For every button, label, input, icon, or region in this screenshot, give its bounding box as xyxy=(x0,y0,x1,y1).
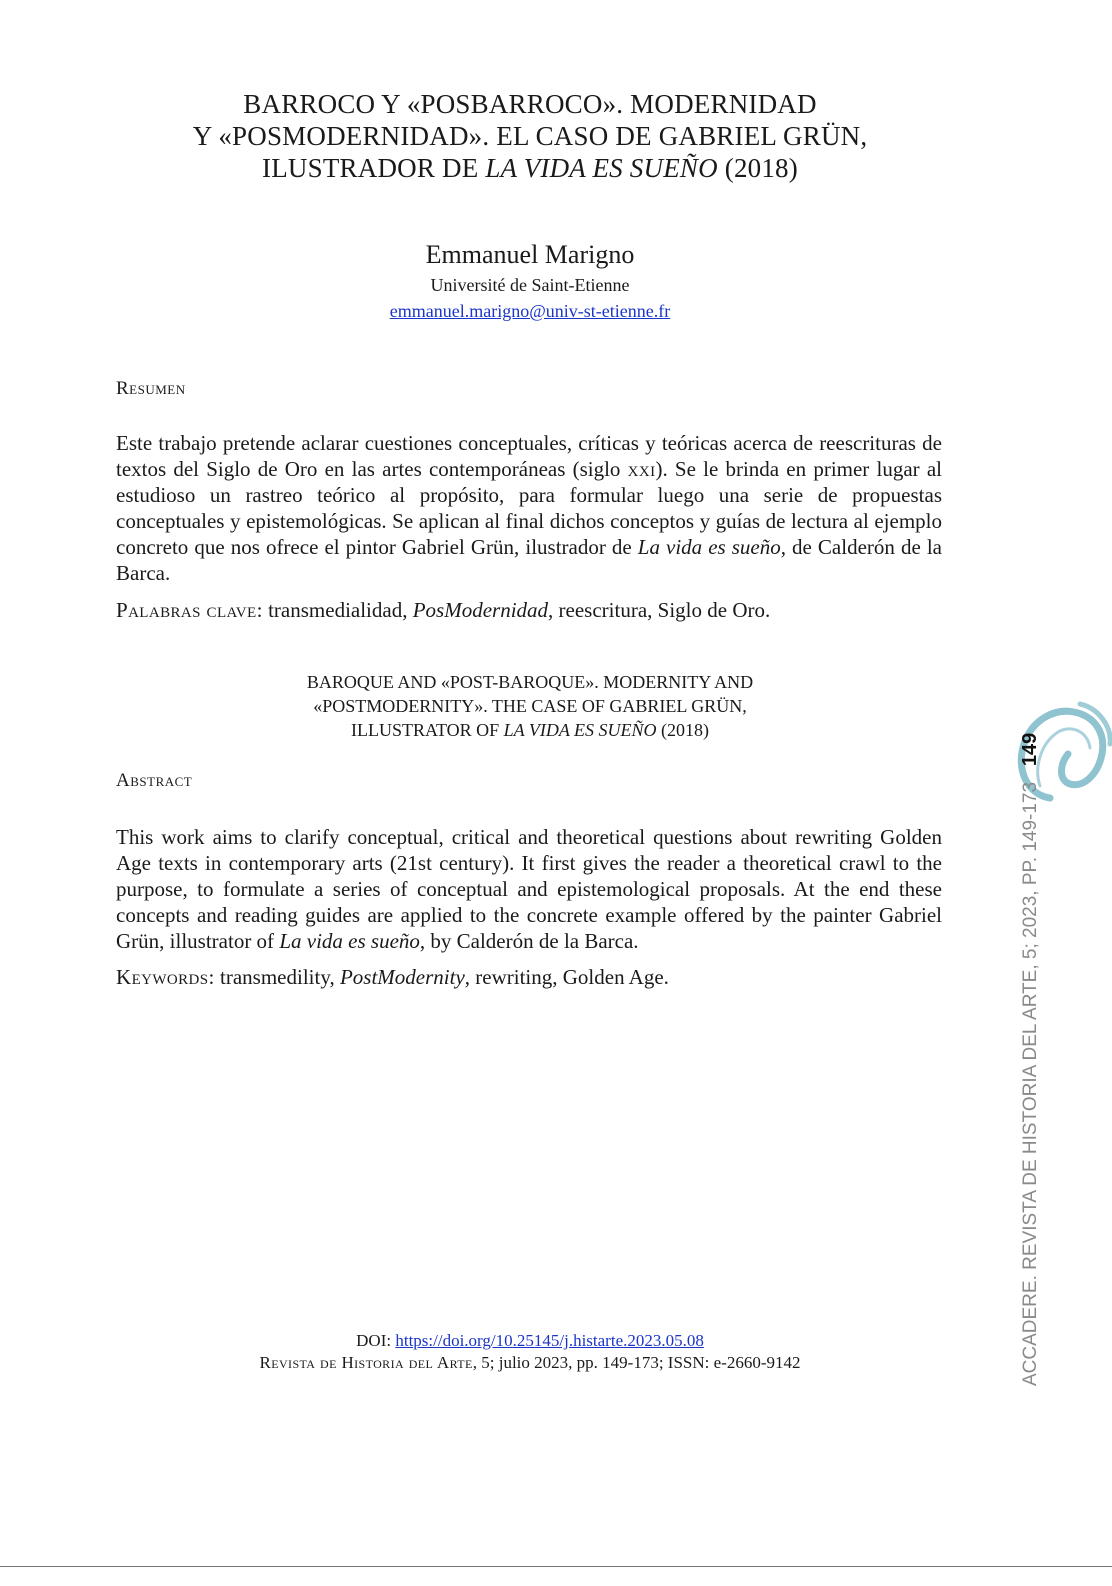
running-header-text: ACCADERE. REVISTA DE HISTORIA DEL ARTE, 5; 2023, PP. 149-173 xyxy=(1020,781,1041,1386)
abstract-heading: Abstract xyxy=(116,770,193,791)
resumen-keywords-label: Palabras clave: xyxy=(116,598,263,622)
abstract-keywords-label: Keywords: xyxy=(116,965,215,989)
page-number: 149 xyxy=(1019,732,1041,767)
abstract-keywords-italic: PostModernity xyxy=(339,965,465,989)
resumen-work-name: La vida es sueño xyxy=(637,535,781,559)
author-name: Emmanuel Marigno xyxy=(425,240,635,269)
resumen-century: xxi xyxy=(627,457,656,481)
title-work-name: LA VIDA ES SUEÑO xyxy=(485,153,718,183)
abstract-work-name: La vida es sueño xyxy=(279,929,420,953)
footer xyxy=(116,1330,944,1374)
resumen-text-part-1: Este trabajo pretende aclarar cuestiones conceptuales, críticas y teóricas acerca de reescrituras de textos del Siglo de Oro en las artes contemporáneas (siglo xyxy=(116,431,942,481)
english-title-line-1: BAROQUE AND «POST-BAROQUE». MODERNITY AND xyxy=(306,672,754,692)
resumen-heading: Resumen xyxy=(116,378,186,399)
resumen-text-part-3: , de Calderón de la Barca. xyxy=(116,535,942,585)
doi-link[interactable]: https://doi.org/10.25145/j.histarte.2023.05.08 xyxy=(395,1331,704,1350)
title-line-3 xyxy=(116,152,944,184)
resumen-text xyxy=(116,430,942,586)
resumen-keywords-italic: PosModernidad xyxy=(412,598,549,622)
abstract-text-part-1: This work aims to clarify conceptual, critical and theoretical questions about rewriting Golden Age texts in contemporary arts (21st century). It first gives the reader a theoretical crawl to the purpose, to formulate a series of conceptual and epistemological proposals. At the end these concepts and reading guides are applied to the concrete example offered by the painter Gabriel Grün, illustrator of xyxy=(116,825,942,953)
resumen-keywords-part-1: transmedialidad, xyxy=(262,598,413,622)
running-header xyxy=(1016,732,1044,1386)
doi-line xyxy=(116,1330,944,1352)
resumen-keywords-part-2: , reescritura, Siglo de Oro. xyxy=(548,598,771,622)
abstract-keywords-part-2: , rewriting, Golden Age. xyxy=(464,965,669,989)
author-block xyxy=(116,238,944,324)
title-line-1: BARROCO Y «POSBARROCO». MODERNIDAD xyxy=(243,89,817,119)
resumen-keywords xyxy=(116,597,942,623)
title-line-3-prefix: ILUSTRADOR DE xyxy=(262,153,486,183)
author-affiliation: Université de Saint-Etienne xyxy=(430,275,630,295)
author-email-link[interactable]: emmanuel.marigno@univ-st-etienne.fr xyxy=(389,301,671,321)
doi-label: DOI: xyxy=(356,1331,396,1350)
title-line-3-suffix: (2018) xyxy=(717,153,798,183)
abstract-keywords xyxy=(116,964,942,990)
resumen-text-part-2: ). Se le brinda en primer lugar al estudioso un rastreo teórico al propósito, para formular luego una serie de propuestas conceptuales y epistemológicas. Se aplican al final dichos conceptos y guías de lectura al ejemplo concreto que nos ofrece el pintor Gabriel Grün, ilustrador de xyxy=(116,457,942,559)
abstract-keywords-part-1: transmedility, xyxy=(214,965,340,989)
article-title xyxy=(116,88,944,184)
page-bottom-divider xyxy=(0,1566,1112,1567)
journal-name: Revista de Historia del Arte xyxy=(259,1353,473,1372)
english-title-line-2: «POSTMODERNITY». THE CASE OF GABRIEL GRÜN, xyxy=(313,696,747,716)
english-title-work-name: LA VIDA ES SUEÑO xyxy=(503,720,657,740)
english-title-line-3-prefix: ILLUSTRATOR OF xyxy=(350,720,504,740)
journal-info: , 5; julio 2023, pp. 149-173; ISSN: e-2660-9142 xyxy=(472,1353,801,1372)
english-title-line-3 xyxy=(116,718,944,742)
english-title-line-3-suffix: (2018) xyxy=(656,720,710,740)
english-title xyxy=(116,670,944,742)
title-line-2: Y «POSMODERNIDAD». EL CASO DE GABRIEL GRÜN, xyxy=(192,121,868,151)
abstract-text-part-2: , by Calderón de la Barca. xyxy=(419,929,639,953)
abstract-text xyxy=(116,824,942,954)
journal-line xyxy=(116,1352,944,1374)
